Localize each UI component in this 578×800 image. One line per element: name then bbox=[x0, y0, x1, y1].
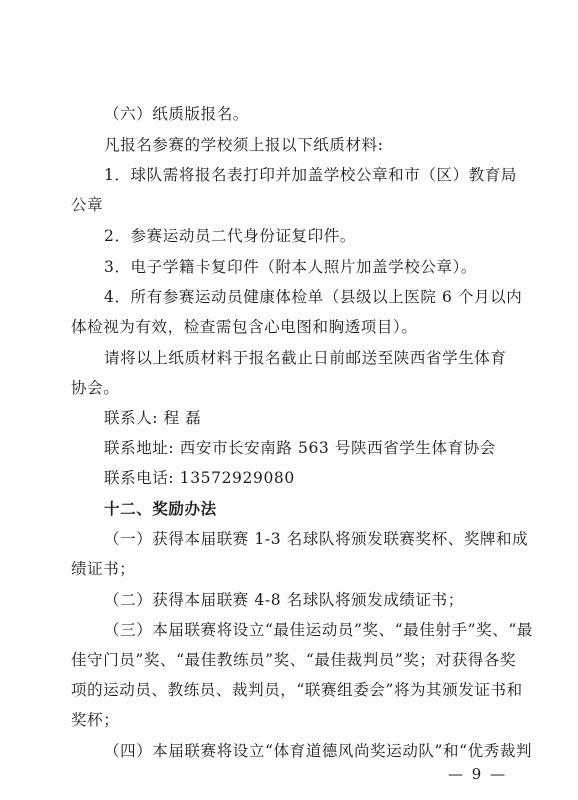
award-1-line-2: 绩证书； bbox=[71, 560, 136, 578]
item-2: 2．参赛运动员二代身份证复印件。 bbox=[104, 227, 356, 245]
item-1-line-1: 1．球队需将报名表打印并加盖学校公章和市（区）教育局 bbox=[104, 166, 517, 184]
section-six-heading: （六）纸质版报名。 bbox=[104, 105, 249, 123]
page-number: — 9 — bbox=[448, 765, 508, 783]
contact-person: 联系人: 程 磊 bbox=[104, 409, 202, 427]
award-3-line-3: 项的运动员、教练员、裁判员，“联赛组委会”将为其颁发证书和 bbox=[71, 681, 523, 699]
item-3: 3．电子学籍卡复印件（附本人照片加盖学校公章）。 bbox=[104, 258, 478, 276]
item-4-line-2: 体检视为有效，检查需包含心电图和胸透项目）。 bbox=[71, 318, 418, 336]
award-2: （二）获得本届联赛 4-8 名球队将颁发成绩证书； bbox=[104, 591, 464, 609]
award-3-line-4: 奖杯； bbox=[71, 711, 120, 729]
contact-phone: 联系电话: 13572929080 bbox=[104, 469, 295, 487]
mailing-line-1: 请将以上纸质材料于报名截止日前邮送至陕西省学生体育 bbox=[104, 349, 507, 367]
paragraph-intro: 凡报名参赛的学校须上报以下纸质材料: bbox=[104, 136, 384, 154]
section-twelve-heading: 十二、奖励办法 bbox=[104, 500, 217, 518]
award-1-line-1: （一）获得本届联赛 1-3 名球队将颁发联赛奖杯、奖牌和成 bbox=[104, 530, 529, 548]
contact-address: 联系地址: 西安市长安南路 563 号陕西省学生体育协会 bbox=[104, 439, 496, 457]
award-3-line-2: 佳守门员”奖、“最佳教练员”奖、“最佳裁判员”奖；对获得各奖 bbox=[71, 651, 517, 669]
item-4-line-1: 4．所有参赛运动员健康体检单（县级以上医院 6 个月以内 bbox=[104, 288, 523, 306]
item-1-line-2: 公章 bbox=[71, 196, 104, 214]
award-4-line-1: （四）本届联赛将设立“体育道德风尚奖运动队”和“优秀裁判 bbox=[104, 742, 533, 760]
award-3-line-1: （三）本届联赛将设立“最佳运动员”奖、“最佳射手”奖、“最 bbox=[104, 621, 534, 639]
mailing-line-2: 协会。 bbox=[71, 379, 120, 397]
